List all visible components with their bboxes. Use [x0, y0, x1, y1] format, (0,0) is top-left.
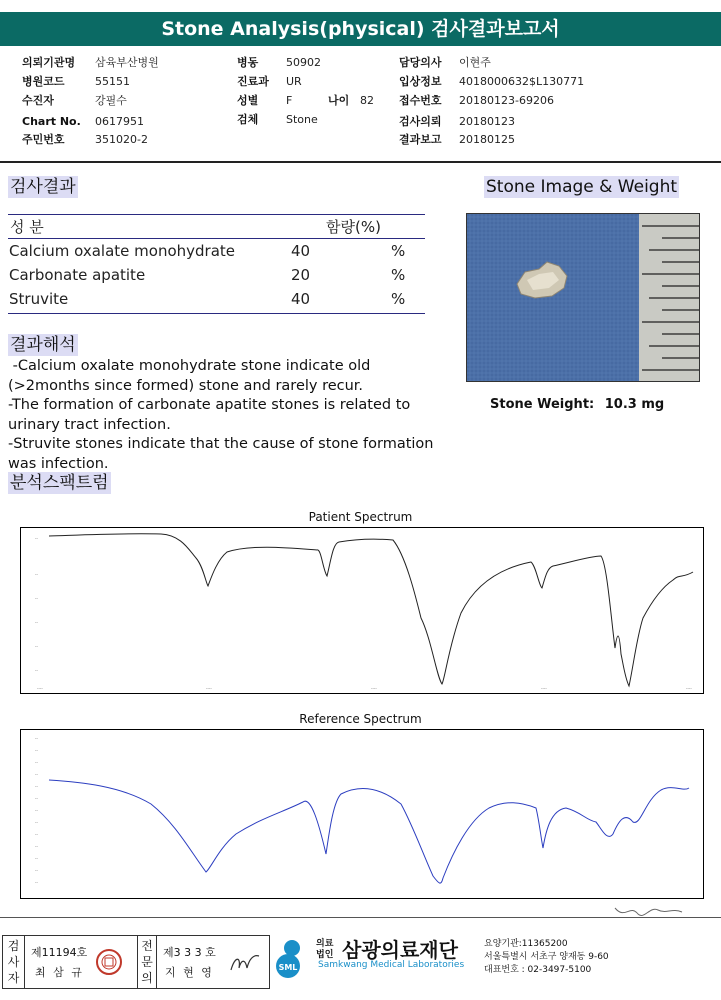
svg-text:--: -- — [35, 796, 38, 801]
info-label: 검사의뢰 — [399, 115, 442, 128]
info-value: 351020-2 — [95, 133, 148, 146]
sml-logo-text: SML — [278, 963, 298, 972]
info-label: 병동 — [237, 56, 259, 69]
info-value: 20180123-69206 — [459, 94, 554, 107]
stone-photo-graphic — [467, 214, 700, 382]
org-type-line: 법인 — [316, 950, 334, 960]
org-name-en: Samkwang Medical Laboratories — [318, 960, 465, 970]
info-label: 검체 — [237, 113, 259, 126]
specialist-name: 지 현 영 — [165, 966, 214, 979]
svg-text:--: -- — [35, 536, 38, 541]
sml-logo-icon — [272, 934, 312, 986]
info-label: 입상정보 — [399, 75, 442, 88]
stone-photo — [466, 213, 700, 382]
component-unit: % — [391, 242, 406, 260]
svg-text:--: -- — [35, 760, 38, 765]
component-unit: % — [391, 290, 406, 308]
svg-text:----: ---- — [541, 686, 547, 691]
org-phone: 대표번호 : 02-3497-5100 — [484, 965, 592, 975]
report-title: Stone Analysis(physical) 검사결과보고서 — [0, 12, 721, 46]
svg-text:--: -- — [35, 820, 38, 825]
svg-text:----: ---- — [206, 686, 212, 691]
inspector-name: 최 삼 규 — [35, 966, 84, 979]
svg-text:--: -- — [35, 832, 38, 837]
info-value: 50902 — [286, 56, 321, 69]
svg-text:--: -- — [35, 880, 38, 885]
signature-panel — [2, 935, 270, 989]
component-unit: % — [391, 266, 406, 284]
content-header: 함량(%) — [326, 218, 381, 236]
stone-weight — [490, 397, 664, 412]
svg-text:--: -- — [35, 856, 38, 861]
org-contact — [484, 938, 609, 977]
patient-spectrum-title: Patient Spectrum — [308, 510, 413, 524]
specialist-signature — [227, 950, 263, 978]
info-value: 이현주 — [459, 56, 491, 69]
reference-spectrum-title: Reference Spectrum — [299, 712, 422, 726]
svg-text:--: -- — [35, 784, 38, 789]
component-name: Struvite — [9, 290, 69, 308]
inspector-seal-icon — [95, 948, 123, 976]
info-label: Chart No. — [22, 115, 81, 128]
svg-text:--: -- — [35, 748, 38, 753]
component-value: 20 — [291, 266, 311, 284]
component-name: Calcium oxalate monohydrate — [9, 242, 236, 260]
specialist-number: 제3 3 3 호 — [163, 946, 216, 959]
component-header: 성 분 — [10, 218, 44, 236]
org-code: 요양기관:11365200 — [484, 939, 568, 949]
component-value: 40 — [291, 242, 311, 260]
table-rule — [8, 214, 425, 215]
table-rule — [8, 238, 425, 239]
info-label: 수진자 — [22, 94, 54, 107]
age-label: 나이 — [328, 94, 350, 107]
svg-text:--: -- — [35, 596, 38, 601]
age-value: 82 — [360, 94, 374, 107]
info-label: 병원코드 — [22, 75, 65, 88]
patient-spectrum-graphic — [21, 528, 703, 693]
component-name: Carbonate apatite — [9, 266, 146, 284]
svg-text:--: -- — [35, 572, 38, 577]
info-label: 결과보고 — [399, 133, 442, 146]
inspector-label: 검사자 — [3, 936, 25, 988]
interpretation-line: urinary tract infection. — [8, 416, 171, 433]
results-heading: 검사결과 — [10, 177, 76, 197]
info-value: 20180125 — [459, 133, 515, 146]
info-label: 접수번호 — [399, 94, 442, 107]
inspector-number: 제11194호 — [31, 946, 88, 959]
info-label: 진료과 — [237, 75, 269, 88]
interpretation-text — [8, 357, 438, 474]
reference-spectrum-plot — [20, 729, 704, 899]
spectrum-heading: 분석스팩트럼 — [10, 473, 109, 493]
component-value: 40 — [291, 290, 311, 308]
weight-label: Stone Weight: — [490, 397, 595, 412]
svg-text:--: -- — [35, 772, 38, 777]
weight-value: 10.3 mg — [604, 397, 665, 412]
interpretation-line: (>2months since formed) stone and rarely recur. — [8, 377, 364, 394]
svg-text:--: -- — [35, 620, 38, 625]
footer-divider — [0, 917, 721, 918]
svg-text:--: -- — [35, 868, 38, 873]
info-value: 55151 — [95, 75, 130, 88]
info-value: F — [286, 94, 293, 107]
svg-text:--: -- — [35, 644, 38, 649]
org-type-line: 의료 — [316, 939, 334, 949]
svg-text:--: -- — [35, 736, 38, 741]
info-label: 주민번호 — [22, 133, 65, 146]
interpretation-line: -The formation of carbonate apatite stones is related to — [8, 397, 411, 413]
org-name: 삼광의료재단 — [342, 938, 458, 962]
info-value: 삼육부산병원 — [95, 56, 159, 69]
info-label: 담당의사 — [399, 56, 442, 69]
svg-text:----: ---- — [371, 686, 377, 691]
header-divider — [0, 161, 721, 163]
interpretation-heading: 결과해석 — [10, 335, 76, 355]
svg-text:--: -- — [35, 808, 38, 813]
info-value: 강필수 — [95, 94, 127, 107]
table-rule — [8, 313, 425, 314]
info-value: Stone — [286, 113, 318, 126]
svg-text:----: ---- — [37, 686, 43, 691]
org-type — [316, 939, 333, 961]
specialist-label: 전문의 — [137, 936, 157, 988]
reference-spectrum-graphic — [21, 730, 703, 898]
interpretation-line: was infection. — [8, 455, 109, 472]
info-value: 0617951 — [95, 115, 144, 128]
svg-text:----: ---- — [686, 686, 692, 691]
info-value: 20180123 — [459, 115, 515, 128]
image-heading: Stone Image & Weight — [486, 177, 678, 197]
svg-text:--: -- — [35, 668, 38, 673]
interpretation-line: -Struvite stones indicate that the cause of stone formation — [8, 436, 434, 452]
patient-spectrum-plot — [20, 527, 704, 694]
info-label: 성별 — [237, 94, 259, 107]
info-value: 4018000632$L130771 — [459, 75, 585, 88]
info-label: 의뢰기관명 — [22, 56, 76, 69]
org-address: 서울특별시 서초구 양재동 9-60 — [484, 952, 609, 962]
interpretation-line: -Calcium oxalate monohydrate stone indicate old — [8, 358, 371, 374]
info-value: UR — [286, 75, 302, 88]
svg-text:--: -- — [35, 844, 38, 849]
